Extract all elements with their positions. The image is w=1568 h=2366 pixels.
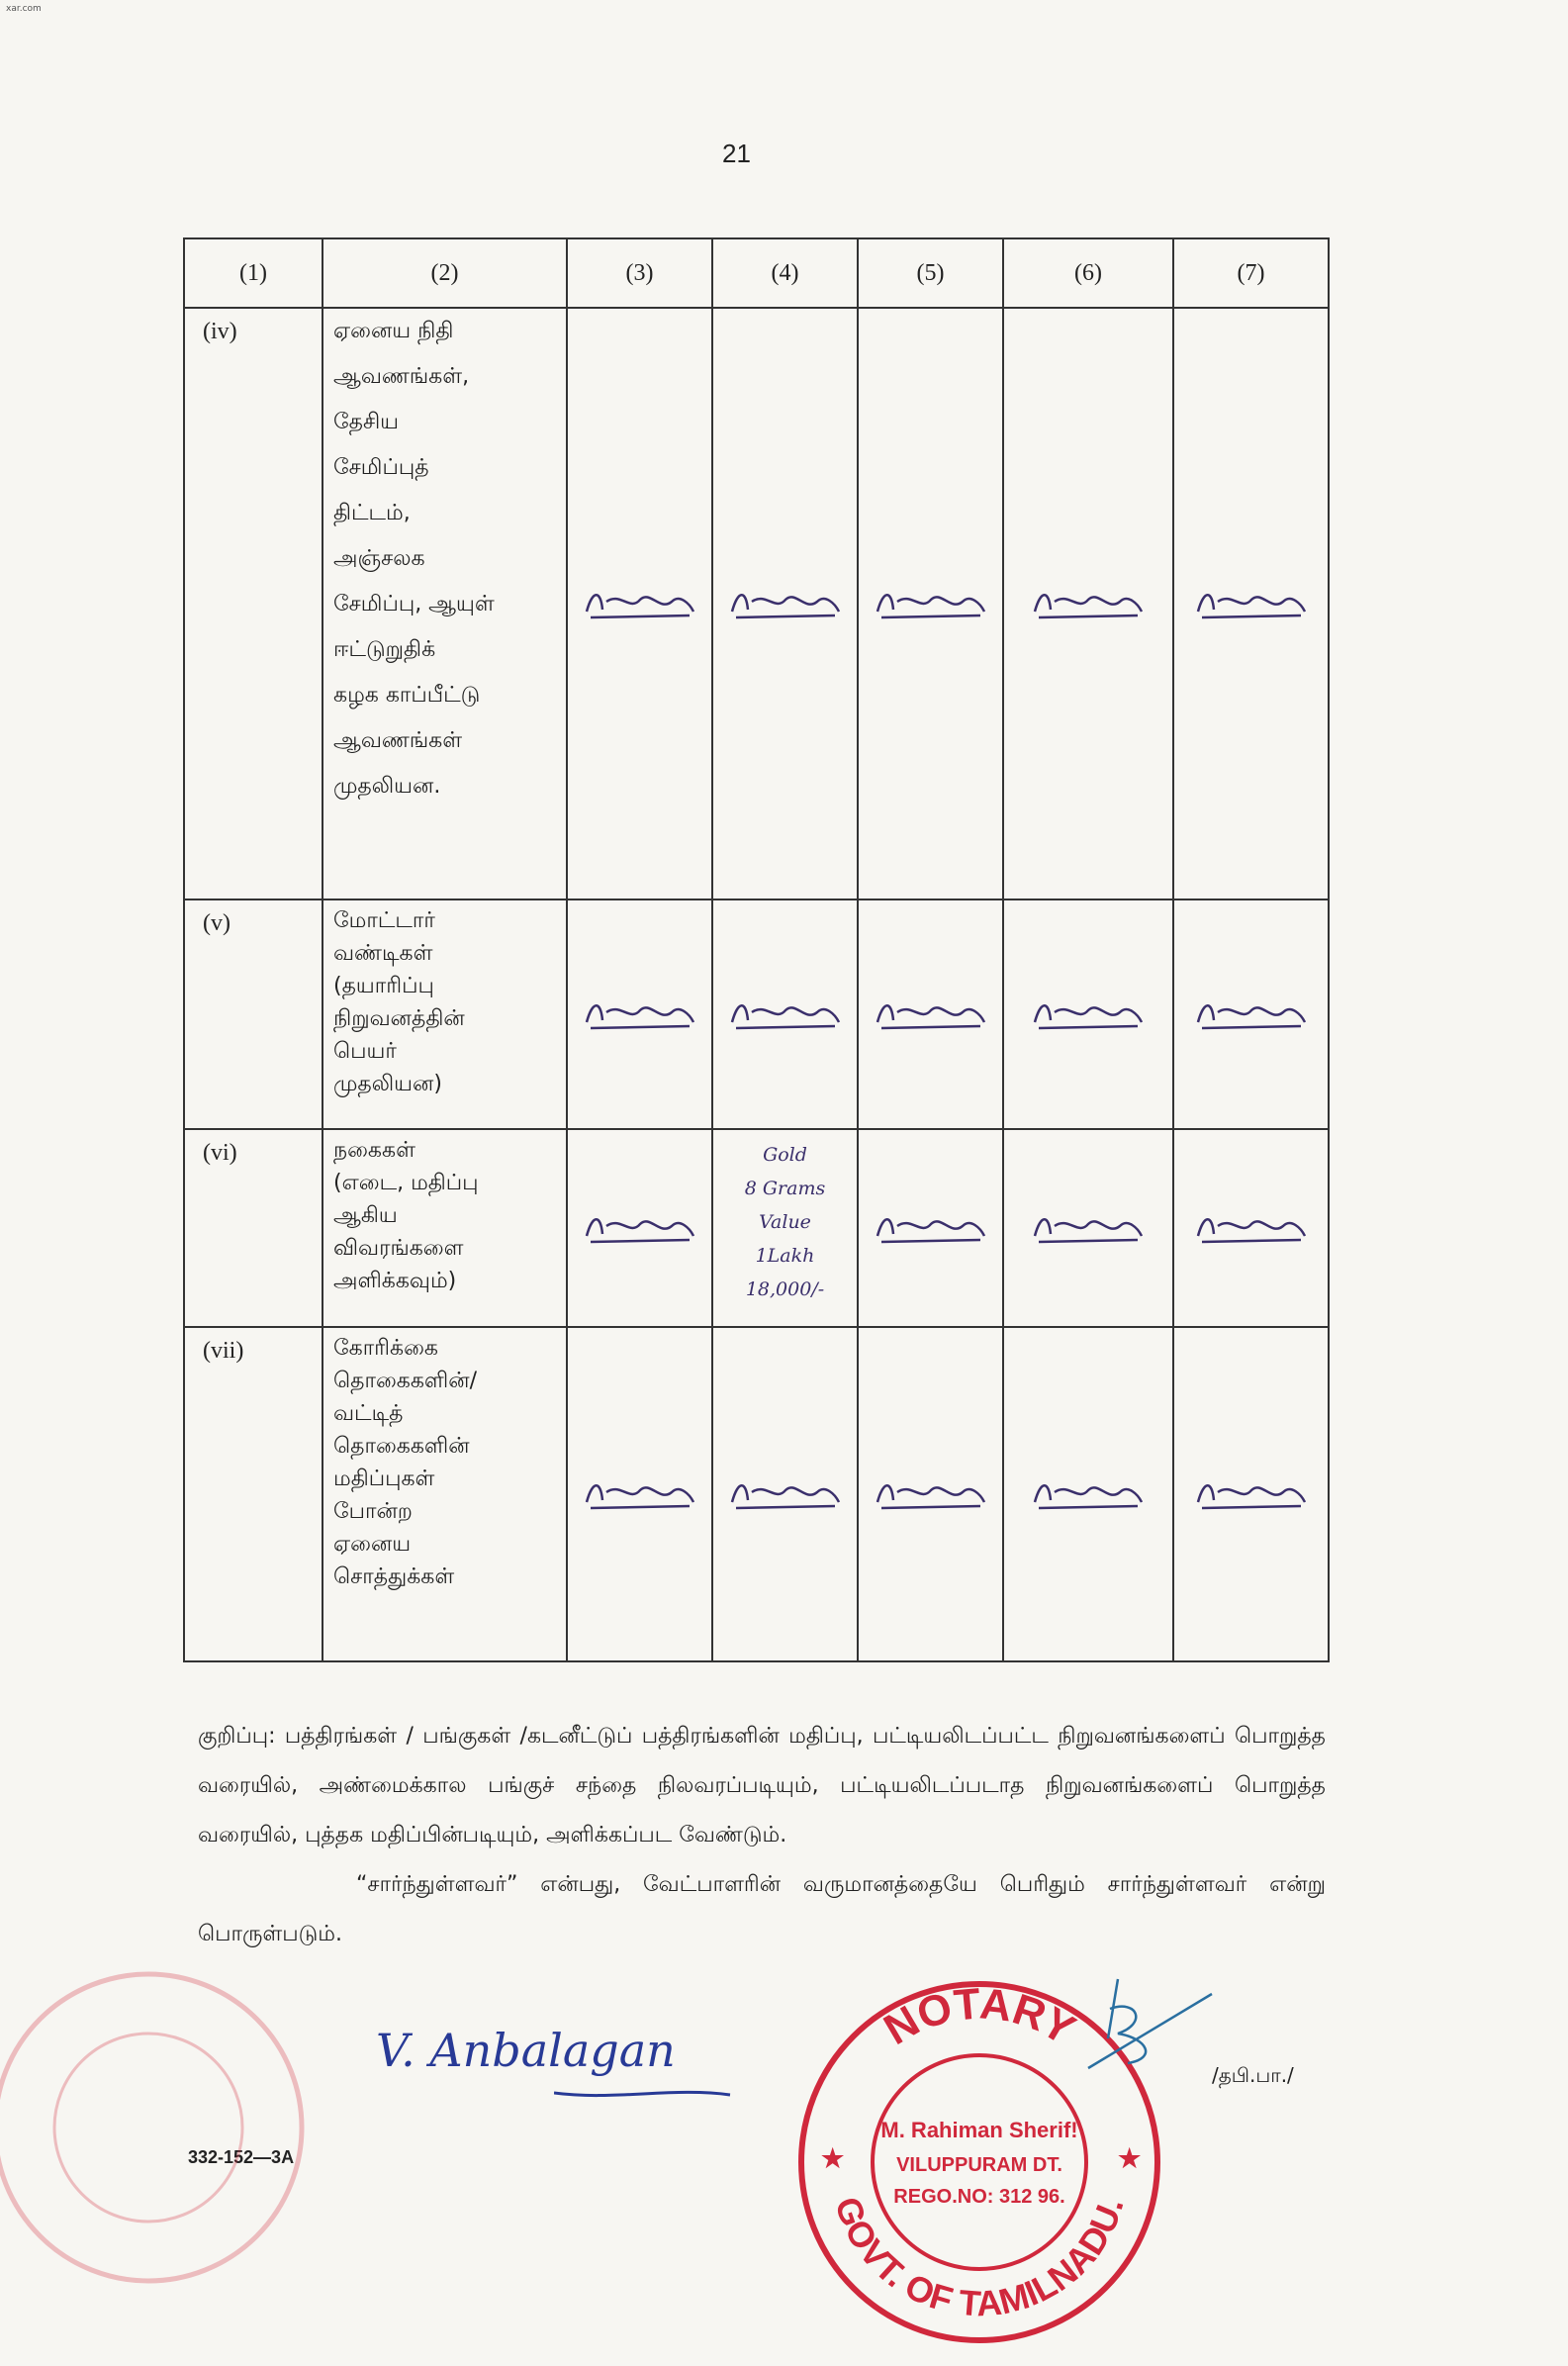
- desc-line: மோட்டார்: [333, 908, 435, 933]
- nil-cell: [1173, 1327, 1329, 1661]
- table-row: [184, 899, 1329, 1129]
- desc-line: சேமிப்புத்: [333, 455, 429, 480]
- candidate-signature: V. Anbalagan: [376, 2024, 676, 2077]
- desc-line: வண்டிகள்: [333, 941, 433, 966]
- desc-line: திட்டம்,: [333, 501, 411, 525]
- nil-scribble: [872, 1206, 990, 1250]
- nil-cell: [712, 899, 858, 1129]
- desc-line: ஆகிய: [333, 1203, 398, 1228]
- nil-cell: [1003, 1327, 1173, 1661]
- desc-line: முதலியன): [333, 1072, 442, 1096]
- desc-line: கழக காப்பீட்டு: [333, 683, 481, 708]
- desc-line: தேசிய: [333, 410, 400, 434]
- desc-line: முதலியன.: [333, 774, 441, 799]
- gold-value: 18,000/-: [745, 1278, 825, 1300]
- nil-scribble: [1192, 582, 1311, 625]
- desc-line: (எடை, மதிப்பு: [333, 1171, 479, 1195]
- row-description: [323, 308, 567, 899]
- row-number: [184, 1129, 323, 1327]
- desc-line: நிறுவனத்தின்: [333, 1006, 465, 1031]
- nil-scribble: [1029, 1472, 1148, 1516]
- description-lines: [323, 1130, 566, 1297]
- nil-cell: [567, 1327, 712, 1661]
- header-note: xar.com: [6, 4, 42, 14]
- nil-scribble: [1192, 1206, 1311, 1250]
- gold-entry: [713, 1130, 857, 1306]
- tapa-mark: /தபி.பா./: [1212, 2063, 1294, 2087]
- stamp-line-1: M. Rahiman Sherif!: [880, 2118, 1078, 2142]
- nil-cell: [858, 1129, 1003, 1327]
- row-number-text: (iv): [203, 319, 237, 344]
- desc-line: சொத்துக்கள்: [333, 1564, 455, 1589]
- nil-scribble: [581, 1206, 699, 1250]
- col-header-3: (3): [567, 238, 712, 308]
- nil-scribble: [1192, 1472, 1311, 1516]
- nil-scribble: [726, 582, 845, 625]
- nil-cell: [1003, 899, 1173, 1129]
- gold-entry-cell: [712, 1129, 858, 1327]
- nil-cell: [1173, 899, 1329, 1129]
- footnote-paragraph: குறிப்பு: பத்திரங்கள் / பங்குகள் /கடனீட்டுப் பத்திரங்களின் மதிப்பு, பட்டியலிடப்பட்ட நிறுவனங்களைப் பொறுத்த வரையில், அண்மைக்கால பங்குச் சந்தை நிலவரப்படியும், பட்டியலிடப்படாத நிறுவனங்களைப் பொறுத்த வரையில், புத்தக மதிப்பின்படியும், அளிக்கப்பட வேண்டும்.: [198, 1724, 1326, 1847]
- gold-line: 1Lakh: [755, 1245, 815, 1267]
- nil-scribble: [1029, 1206, 1148, 1250]
- star-icon: ★: [821, 2143, 845, 2173]
- description-lines: [323, 1328, 566, 1593]
- desc-line: நகைகள்: [333, 1138, 415, 1163]
- nil-cell: [567, 1129, 712, 1327]
- nil-cell: [567, 308, 712, 899]
- stamp-line-2: VILUPPURAM DT.: [896, 2154, 1062, 2176]
- gold-weight: 8 Grams: [744, 1178, 826, 1199]
- nil-scribble: [1029, 582, 1148, 625]
- desc-line: மதிப்புகள்: [333, 1467, 435, 1491]
- star-icon: ★: [1118, 2143, 1142, 2173]
- nil-scribble: [581, 993, 699, 1036]
- desc-line: ஆவணங்கள்,: [333, 364, 470, 389]
- nil-cell: [858, 308, 1003, 899]
- nil-scribble: [872, 993, 990, 1036]
- nil-cell: [1173, 1129, 1329, 1327]
- nil-scribble: [581, 1472, 699, 1516]
- description-lines: [323, 309, 566, 809]
- nil-cell: [1003, 1129, 1173, 1327]
- desc-line: ஏனைய நிதி: [333, 319, 454, 343]
- row-description: [323, 1129, 567, 1327]
- row-number-text: (vii): [203, 1338, 244, 1364]
- table-row: [184, 1129, 1329, 1327]
- nil-scribble: [872, 582, 990, 625]
- desc-line: பெயர்: [333, 1039, 397, 1064]
- col-header-5: (5): [858, 238, 1003, 308]
- col-header-7: (7): [1173, 238, 1329, 308]
- nil-scribble: [726, 1472, 845, 1516]
- gold-line: Gold: [763, 1144, 807, 1166]
- nil-cell: [567, 899, 712, 1129]
- desc-line: தொகைகளின்/: [333, 1369, 477, 1393]
- nil-cell: [858, 899, 1003, 1129]
- nil-cell: [712, 308, 858, 899]
- desc-line: வட்டித்: [333, 1401, 404, 1426]
- notary-signature-scribble: [1049, 1969, 1217, 2078]
- gold-line: Value: [759, 1211, 811, 1233]
- col-header-4: (4): [712, 238, 858, 308]
- desc-line: (தயாரிப்பு: [333, 974, 434, 998]
- desc-line: கோரிக்கை: [333, 1336, 438, 1361]
- assets-table: [183, 237, 1330, 1662]
- desc-line: ஈட்டுறுதிக்: [333, 637, 436, 662]
- desc-line: விவரங்களை: [333, 1236, 464, 1261]
- table-row: [184, 1327, 1329, 1661]
- footnote: [198, 1712, 1326, 1959]
- row-number: [184, 899, 323, 1129]
- nil-scribble: [581, 582, 699, 625]
- desc-line: அஞ்சலக: [333, 546, 425, 571]
- stamp-top-text: NOTARY: [876, 1979, 1083, 2055]
- nil-cell: [858, 1327, 1003, 1661]
- desc-line: தொகைகளின்: [333, 1434, 470, 1459]
- row-number: [184, 1327, 323, 1661]
- row-description: [323, 899, 567, 1129]
- nil-scribble: [1192, 993, 1311, 1036]
- table-row: [184, 308, 1329, 899]
- header-row: [184, 238, 1329, 308]
- desc-line: ஆவணங்கள்: [333, 728, 463, 753]
- desc-line: அளிக்கவும்): [333, 1269, 457, 1293]
- page-number: 21: [722, 139, 751, 168]
- desc-line: ஏனைய: [333, 1532, 412, 1557]
- row-number-text: (vi): [203, 1140, 237, 1166]
- col-header-1: (1): [184, 238, 323, 308]
- desc-line: சேமிப்பு, ஆயுள்: [333, 592, 495, 616]
- col-header-2: (2): [323, 238, 567, 308]
- faded-stamp-left: [0, 1949, 336, 2306]
- print-reference: 332-152—3A: [188, 2147, 295, 2167]
- nil-cell: [1003, 308, 1173, 899]
- nil-scribble: [1029, 993, 1148, 1036]
- desc-line: போன்ற: [333, 1499, 413, 1524]
- col-header-6: (6): [1003, 238, 1173, 308]
- nil-scribble: [872, 1472, 990, 1516]
- nil-cell: [1173, 308, 1329, 899]
- nil-scribble: [726, 993, 845, 1036]
- footnote-paragraph: “சார்ந்துள்ளவர்” என்பது, வேட்பாளரின் வருமானத்தையே பெரிதும் சார்ந்துள்ளவர் என்று பொருள்படும்.: [198, 1872, 1326, 1946]
- nil-cell: [712, 1327, 858, 1661]
- row-description: [323, 1327, 567, 1661]
- row-number-text: (v): [203, 910, 231, 936]
- stamp-bottom-text: GOVT. OF TAMILNADU.: [827, 2191, 1132, 2324]
- stamp-line-3: REGO.NO: 312 96.: [893, 2186, 1065, 2208]
- description-lines: [323, 900, 566, 1100]
- row-number: [184, 308, 323, 899]
- signature-underline: [554, 2083, 732, 2103]
